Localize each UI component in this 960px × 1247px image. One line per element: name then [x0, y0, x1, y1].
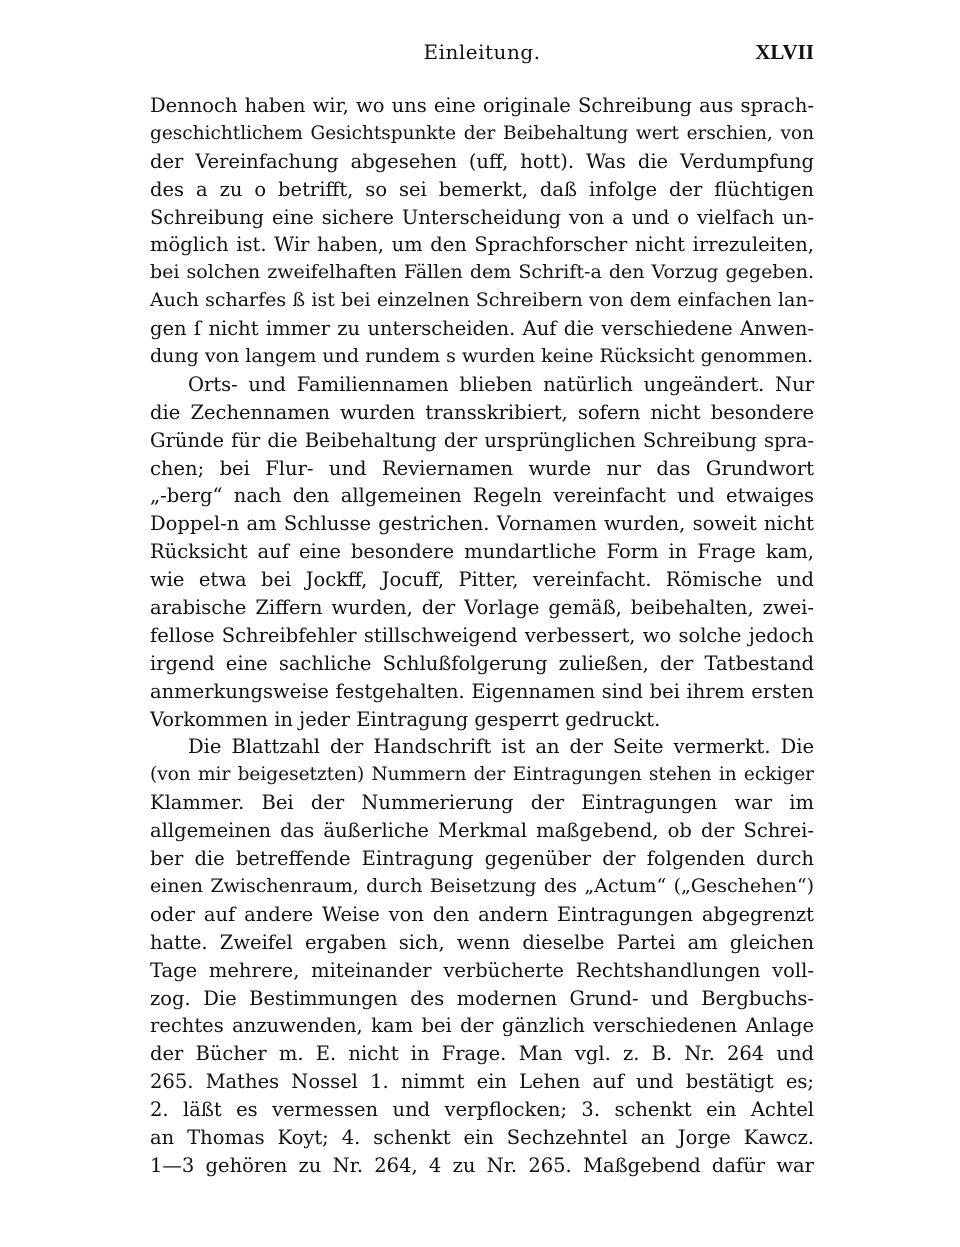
text-line: Orts- und Familiennamen blieben natürlich ungeändert. Nur: [188, 372, 814, 396]
text-line: Klammer. Bei der Nummerierung der Eintragungen war im: [150, 791, 814, 815]
text-line: die Zechennamen wurden transskribiert, sofern nicht besondere: [150, 400, 814, 424]
text-line: arabische Ziffern wurden, der Vorlage gemäß, beibehalten, zwei-: [150, 596, 814, 620]
text-line: chen; bei Flur- und Reviernamen wurde nur das Grundwort: [150, 456, 814, 480]
body-text: [150, 92, 814, 1180]
text-line: des a zu o betrifft, so sei bemerkt, daß infolge der flüchtigen: [150, 177, 814, 201]
text-line: Schreibung eine sichere Unterscheidung von a und o vielfach un-: [150, 205, 814, 229]
text-line: Auch scharfes ß ist bei einzelnen Schreibern von dem einfachen lan-: [150, 289, 814, 312]
text-line: dung von langem und rundem s wurden keine Rücksicht genommen.: [150, 345, 814, 368]
text-line: rechtes anzuwenden, kam bei der gänzlich verschiedenen Anlage: [150, 1014, 814, 1038]
text-line: bei solchen zweifelhaften Fällen dem Schrift-a den Vorzug gegeben.: [150, 261, 814, 284]
text-line: ber die betreffende Eintragung gegenüber der folgenden durch: [150, 847, 814, 871]
text-line: wie etwa bei Jockff, Jocuff, Pitter, vereinfacht. Römische und: [150, 568, 814, 592]
text-line: möglich ist. Wir haben, um den Sprachforscher nicht irrezuleiten,: [150, 233, 814, 257]
text-line: 265. Mathes Nossel 1. nimmt ein Lehen auf und bestätigt es;: [150, 1070, 814, 1094]
text-line: 2. läßt es vermessen und verpflocken; 3. schenkt ein Achtel: [150, 1098, 814, 1122]
text-line: oder auf andere Weise von den andern Eintragungen abgegrenzt: [150, 902, 814, 926]
text-line: an Thomas Koyt; 4. schenkt ein Sechzehntel an Jorge Kawcz.: [150, 1125, 814, 1149]
text-line: hatte. Zweifel ergaben sich, wenn dieselbe Partei am gleichen: [150, 930, 814, 954]
running-header: [150, 40, 814, 74]
text-line: Vorkommen in jeder Eintragung gesperrt gedruckt.: [150, 707, 661, 731]
text-line: Die Blattzahl der Handschrift ist an der Seite vermerkt. Die: [188, 735, 814, 759]
text-line: zog. Die Bestimmungen des modernen Grund- und Bergbuchs-: [150, 986, 814, 1010]
text-line: Dennoch haben wir, wo uns eine originale Schreibung aus sprach-: [150, 94, 814, 117]
text-line: Tage mehrere, miteinander verbücherte Rechtshandlungen voll-: [150, 958, 814, 982]
text-line: Doppel-n am Schlusse gestrichen. Vornamen wurden, soweit nicht: [150, 512, 814, 536]
text-line: irgend eine sachliche Schlußfolgerung zuließen, der Tatbestand: [150, 651, 814, 675]
running-head-title: Einleitung.: [423, 40, 541, 64]
text-line: allgemeinen das äußerliche Merkmal maßgebend, ob der Schrei-: [150, 819, 814, 843]
text-line: (von mir beigesetzten) Nummern der Eintragungen stehen in eckiger: [150, 764, 814, 786]
text-line: der Bücher m. E. nicht in Frage. Man vgl. z. B. Nr. 264 und: [150, 1042, 814, 1066]
text-line: 1—3 gehören zu Nr. 264, 4 zu Nr. 265. Maßgebend dafür war: [150, 1153, 814, 1177]
text-line: fellose Schreibfehler stillschweigend verbessert, wo solche jedoch: [150, 623, 814, 647]
text-line: Rücksicht auf eine besondere mundartliche Form in Frage kam,: [150, 540, 814, 564]
page-number: XLVII: [755, 40, 814, 64]
text-line: anmerkungsweise festgehalten. Eigennamen sind bei ihrem ersten: [150, 679, 814, 703]
text-line: Gründe für die Beibehaltung der ursprünglichen Schreibung spra-: [150, 428, 814, 452]
text-line: „-berg“ nach den allgemeinen Regeln vereinfacht und etwaiges: [150, 484, 814, 508]
text-line: einen Zwischenraum, durch Beisetzung des „Actum“ („Geschehen“): [150, 874, 814, 897]
text-line: gen ſ nicht immer zu unterscheiden. Auf die verschiedene Anwen-: [150, 317, 814, 341]
text-line: geschichtlichem Gesichtspunkte der Beibehaltung wert erschien, von: [150, 122, 814, 144]
text-line: der Vereinfachung abgesehen (uff, hott). Was die Verdumpfung: [150, 149, 814, 173]
